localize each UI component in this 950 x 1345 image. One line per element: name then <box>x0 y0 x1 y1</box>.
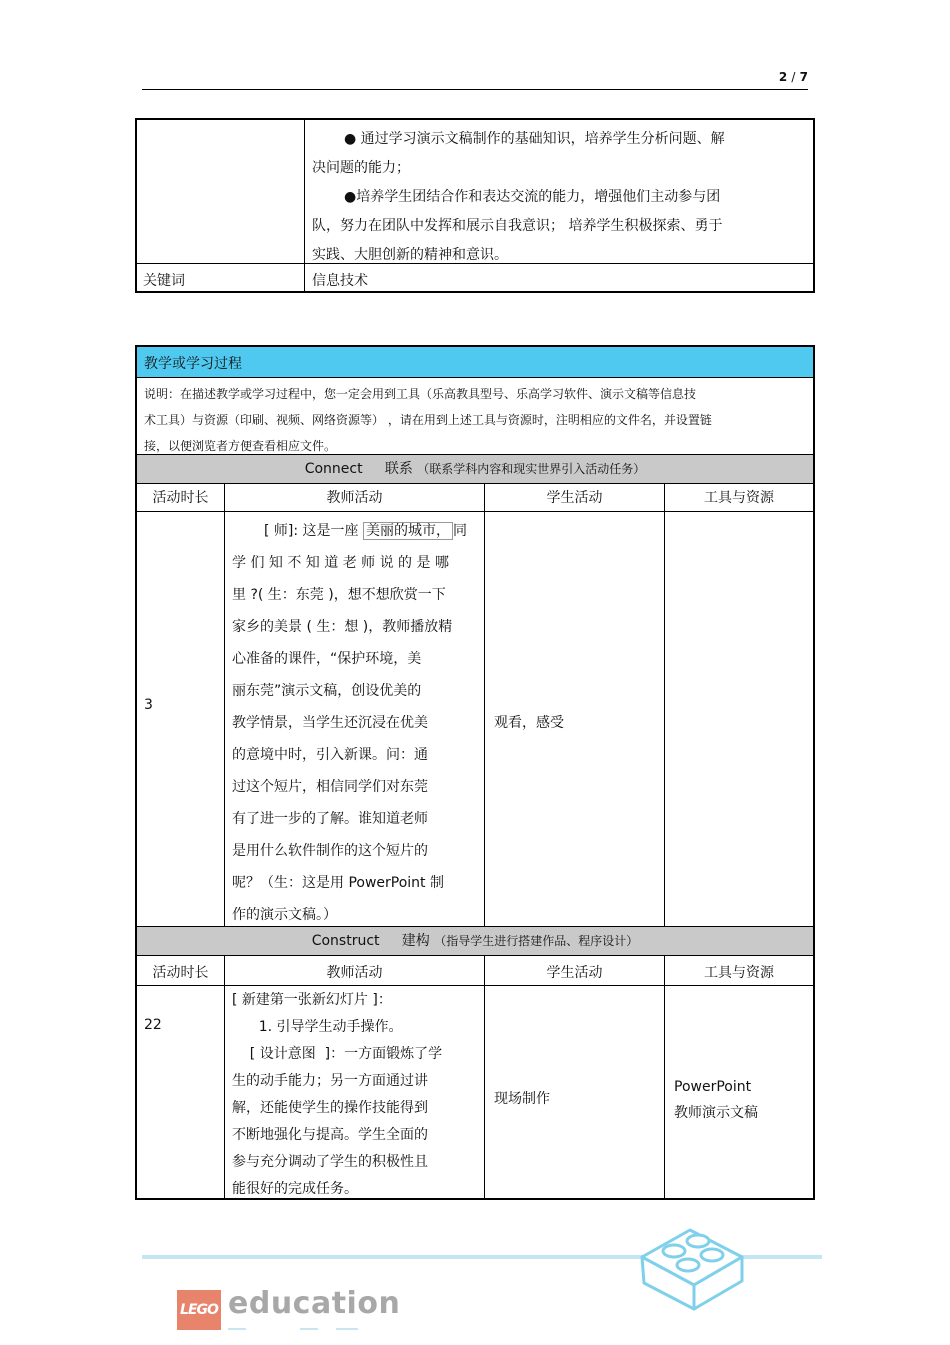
process-title: 教学或学习过程 <box>144 356 242 372</box>
construct-heading-en: Construct <box>311 933 380 949</box>
row-divider <box>137 985 813 986</box>
construct-heading-cn: 建构 <box>401 933 430 949</box>
page-number <box>700 70 808 84</box>
construct-heading-note: （指导学生进行搭建作品、程序设计） <box>434 934 639 948</box>
column-divider <box>224 483 225 926</box>
col-header-student: 学生活动 <box>546 965 603 981</box>
note-line: 说明：在描述教学或学习过程中，您一定会用到工具（乐高教具型号、乐高学习软件、演示文稿等信息技 <box>144 387 697 401</box>
connect-student-activity: 观看，感受 <box>494 715 564 731</box>
highlighted-phrase: 美丽的城市， <box>363 522 453 540</box>
connect-heading-en: Connect <box>304 461 363 477</box>
col-header-student: 学生活动 <box>546 490 603 506</box>
lego-logo: LEGO <box>177 1290 221 1330</box>
col-header-duration: 活动时长 <box>152 490 209 506</box>
wordmark-underline <box>300 1328 318 1330</box>
connect-heading-note: （联系学科内容和现实世界引入活动任务） <box>417 462 646 476</box>
construct-duration: 22 <box>144 1017 162 1033</box>
col-header-tools: 工具与资源 <box>704 965 774 981</box>
column-divider <box>304 120 305 291</box>
teacher-line: 是用什么软件制作的这个短片的 <box>232 843 428 859</box>
note-line: 术工具）与资源（印刷、视频、网络资源等） ，请在用到上述工具与资源时，注明相应的文件名，并设置链 <box>144 413 712 427</box>
objectives-text <box>312 125 792 270</box>
teacher-line: 1. 引导学生动手操作。 <box>232 1019 403 1035</box>
teacher-line: 的意境中时，引入新课。问：通 <box>232 747 428 763</box>
column-divider <box>664 483 665 926</box>
objective-line: ● 通过学习演示文稿制作的基础知识，培养学生分析问题、解 <box>344 131 725 147</box>
construct-heading <box>137 926 813 956</box>
teacher-line: 过这个短片，相信同学们对东莞 <box>232 779 428 795</box>
objective-line: 决问题的能力； <box>312 160 410 176</box>
connect-heading <box>137 454 813 484</box>
objective-line: 队，努力在团队中发挥和展示自我意识； 培养学生积极探索、勇于 <box>312 218 723 234</box>
teacher-line: 不断地强化与提高。学生全面的 <box>232 1127 428 1143</box>
objectives-table <box>135 118 815 293</box>
page-total: 7 <box>799 70 808 84</box>
teacher-line: [ 设计意图 ]：一方面锻炼了学 <box>232 1046 443 1062</box>
education-wordmark: education <box>228 1286 401 1321</box>
teacher-line: 有了进一步的了解。谁知道老师 <box>232 811 428 827</box>
column-divider <box>224 956 225 1198</box>
tools-line: 教师演示文稿 <box>674 1105 758 1121</box>
header-rule <box>142 89 808 90</box>
connect-teacher-activity <box>232 515 477 931</box>
objective-line: 实践、大胆创新的精神和意识。 <box>312 247 508 263</box>
teacher-line: 呢？（生：这是用 PowerPoint 制 <box>232 875 444 891</box>
col-header-tools: 工具与资源 <box>704 490 774 506</box>
connect-duration: 3 <box>144 697 153 713</box>
column-divider <box>484 483 485 926</box>
page-current: 2 <box>778 70 788 84</box>
connect-heading-cn: 联系 <box>384 461 413 477</box>
keyword-value: 信息技术 <box>312 273 368 289</box>
teacher-line: 丽东莞”演示文稿，创设优美的 <box>232 683 422 699</box>
row-divider <box>137 511 813 512</box>
teacher-line: 里 ?( 生：东莞 )，想不想欣赏一下 <box>232 587 446 603</box>
teacher-line: [ 新建第一张新幻灯片 ]： <box>232 992 392 1008</box>
teacher-line: 心准备的课件，“保护环境，美 <box>232 651 422 667</box>
column-divider <box>484 956 485 1198</box>
teacher-line: 作的演示文稿。） <box>232 907 337 923</box>
construct-tools <box>674 1074 758 1126</box>
teacher-line: 能很好的完成任务。 <box>232 1181 358 1197</box>
page-separator: / <box>791 70 796 84</box>
wordmark-underline <box>336 1328 358 1330</box>
wordmark-underline <box>228 1328 246 1330</box>
teacher-line: 学 们 知 不 知 道 老 师 说 的 是 哪 <box>232 555 449 571</box>
note-line: 接，以便浏览者方便查看相应文件。 <box>144 439 337 453</box>
objective-line: ●培养学生团结合作和表达交流的能力，增强他们主动参与团 <box>344 189 721 205</box>
col-header-duration: 活动时长 <box>152 965 209 981</box>
lego-brick-icon <box>632 1205 752 1315</box>
teacher-line: 解，还能使学生的操作技能得到 <box>232 1100 428 1116</box>
teacher-text: 同 <box>453 523 467 539</box>
construct-student-activity: 现场制作 <box>494 1091 550 1107</box>
teacher-text: [ 师]: 这是一座 <box>264 523 363 539</box>
teacher-line: 家乡的美景 ( 生：想 )，教师播放精 <box>232 619 453 635</box>
teacher-line: 生的动手能力；另一方面通过讲 <box>232 1073 428 1089</box>
construct-teacher-activity <box>232 987 477 1203</box>
col-header-teacher: 教师活动 <box>326 490 383 506</box>
tools-line: PowerPoint <box>674 1079 752 1095</box>
process-table <box>135 345 815 1200</box>
process-note <box>144 381 804 459</box>
teacher-line: 教学情景，当学生还沉浸在优美 <box>232 715 428 731</box>
process-title-bar <box>137 347 813 378</box>
teacher-line: 参与充分调动了学生的积极性且 <box>232 1154 428 1170</box>
keyword-label: 关键词 <box>143 273 185 289</box>
column-divider <box>664 956 665 1198</box>
col-header-teacher: 教师活动 <box>326 965 383 981</box>
